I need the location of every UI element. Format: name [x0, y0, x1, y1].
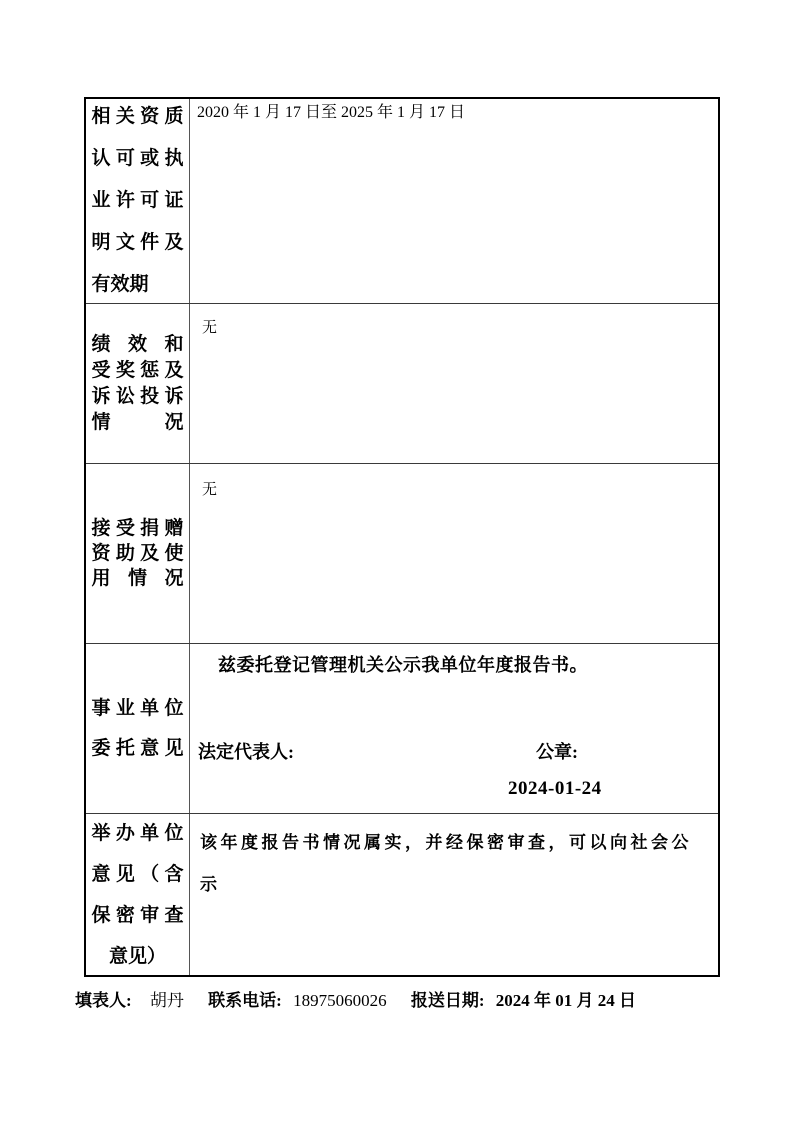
phone-label: 联系电话:: [208, 991, 282, 1010]
label-line: 受奖惩及: [91, 359, 184, 381]
table-row-donations: [86, 463, 718, 643]
footer: [75, 986, 735, 1011]
label-line: 意见（含: [91, 863, 184, 885]
row-content-cell: [190, 814, 718, 975]
label-line: 情况: [91, 411, 184, 433]
label-line: 诉讼投诉: [91, 385, 184, 407]
label-line: 业许可证: [91, 190, 184, 211]
signature-line: [198, 738, 718, 764]
table-row-entrustment-opinion: [86, 643, 718, 813]
row-content-cell: [190, 304, 718, 463]
legal-representative-label: 法定代表人:: [198, 742, 294, 762]
official-seal-label: 公章:: [536, 742, 578, 762]
row-label-cell: [86, 814, 190, 975]
row-label-cell: [86, 304, 190, 463]
label-line: 绩效和: [91, 333, 184, 355]
label-line: 事业单位: [91, 697, 184, 719]
submit-date: 2024 年 01 月 24 日: [495, 991, 637, 1010]
annual-report-table: [84, 97, 720, 977]
label-line: 相关资质: [91, 106, 184, 127]
label-line: 有效期: [91, 274, 149, 295]
preparer-name: 胡丹: [149, 991, 184, 1010]
label-line: 保密审查: [91, 904, 184, 926]
performance-text: 无: [202, 320, 218, 336]
entrustment-statement: 兹委托登记管理机关公示我单位年度报告书。: [218, 655, 588, 675]
row-content-cell: [190, 644, 718, 813]
row-content-cell: [190, 99, 718, 303]
label-line: 接受捐赠: [91, 518, 184, 539]
preparer-label: 填表人:: [75, 991, 132, 1010]
row-label-cell: [86, 464, 190, 643]
label-line: 用情况: [91, 568, 184, 589]
label-line: 举办单位: [91, 822, 184, 844]
label-line: 意见）: [108, 945, 166, 967]
label-line: 认可或执: [91, 148, 184, 169]
sponsor-opinion-text: 该年度报告书情况属实，并经保密审查，可以向社会公示: [200, 833, 692, 894]
submit-date-label: 报送日期:: [410, 991, 485, 1010]
table-row-qualifications: [86, 99, 718, 303]
label-line: 明文件及: [91, 232, 184, 253]
label-line: 资助及使: [91, 543, 184, 564]
row-label-cell: [86, 99, 190, 303]
phone-number: 18975060026: [293, 991, 387, 1010]
table-row-performance: [86, 303, 718, 463]
donations-text: 无: [202, 482, 218, 498]
seal-date: 2024-01-24: [508, 778, 602, 799]
row-label-cell: [86, 644, 190, 813]
table-row-sponsor-opinion: [86, 813, 718, 975]
validity-period-text: 2020 年 1 月 17 日至 2025 年 1 月 17 日: [197, 104, 466, 121]
row-content-cell: [190, 464, 718, 643]
label-line: 委托意见: [91, 737, 184, 759]
